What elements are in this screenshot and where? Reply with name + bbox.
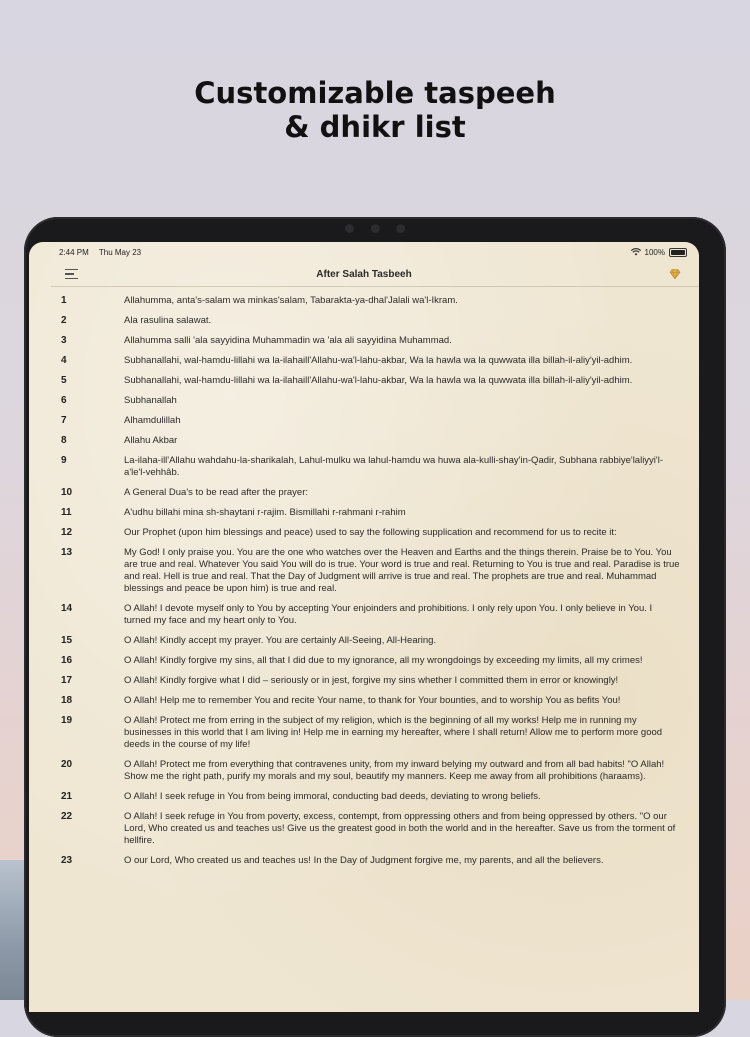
list-item[interactable] bbox=[29, 711, 689, 755]
item-text: O our Lord, Who created us and teaches us! In the Day of Judgment forgive me, my parents, and all the believers. bbox=[124, 855, 604, 866]
item-text: Allahumma, anta's-salam wa minkas'salam, Tabarakta-ya-dhal'Jalali wa'l-Ikram. bbox=[124, 295, 458, 306]
wifi-icon bbox=[631, 248, 641, 256]
item-number: 21 bbox=[61, 791, 73, 802]
item-text: O Allah! Kindly forgive my sins, all that I did due to my ignorance, all my wrongdoings by exceeding my limits, all my crimes! bbox=[124, 655, 643, 666]
item-number: 18 bbox=[61, 695, 73, 706]
item-number: 16 bbox=[61, 655, 73, 666]
item-text: O Allah! Protect me from everything that contravenes unity, from my inward belying my outward and from all bad habits! "O Allah! Show me the right path, purify my morals and my soul, beautify my manners. Keep me away from all prohibitions (haraams). bbox=[124, 759, 665, 782]
item-text: Allahu Akbar bbox=[124, 435, 178, 446]
page-title: After Salah Tasbeeh bbox=[316, 268, 412, 280]
list-item[interactable] bbox=[29, 651, 689, 671]
gem-icon[interactable] bbox=[669, 268, 681, 280]
item-number: 19 bbox=[61, 715, 73, 726]
item-number: 20 bbox=[61, 759, 73, 770]
sensor-icon bbox=[371, 224, 380, 233]
battery-percent: 100% bbox=[644, 247, 665, 257]
item-text: O Allah! I seek refuge in You from being immoral, conducting bad deeds, deviating to wrong beliefs. bbox=[124, 791, 541, 802]
item-number: 2 bbox=[61, 315, 67, 326]
list-item[interactable] bbox=[29, 451, 689, 483]
item-text: O Allah! Kindly accept my prayer. You are certainly All-Seeing, All-Hearing. bbox=[124, 635, 437, 646]
item-text: O Allah! I devote myself only to You by accepting Your enjoinders and prohibitions. I only rely upon You. I only believe in You. I turned my face and my heart only to You. bbox=[124, 603, 653, 626]
item-text: Ala rasulina salawat. bbox=[124, 315, 212, 326]
list-item[interactable] bbox=[29, 851, 689, 871]
list-item[interactable] bbox=[29, 807, 689, 851]
dhikr-list bbox=[29, 287, 699, 871]
item-number: 6 bbox=[61, 395, 67, 406]
item-number: 17 bbox=[61, 675, 73, 686]
list-item[interactable] bbox=[29, 411, 689, 431]
item-text: Subhanallah bbox=[124, 395, 177, 406]
status-time: 2:44 PM bbox=[59, 247, 89, 257]
item-number: 14 bbox=[61, 603, 73, 614]
list-item[interactable] bbox=[29, 311, 689, 331]
status-date: Thu May 23 bbox=[98, 247, 142, 257]
status-bar bbox=[29, 242, 699, 262]
item-text: O Allah! Kindly forgive what I did – seriously or in jest, forgive my sins whether I committed them in error or knowingly! bbox=[124, 675, 619, 686]
list-item[interactable] bbox=[29, 483, 689, 503]
status-left bbox=[59, 248, 149, 257]
status-right bbox=[631, 248, 687, 257]
item-text: A'udhu billahi mina sh-shaytani r-rajim. Bismillahi r-rahmani r-rahim bbox=[124, 507, 406, 518]
item-text: Our Prophet (upon him blessings and peace) used to say the following supplication and recommend for us to recite it: bbox=[124, 527, 617, 538]
app-screen bbox=[29, 242, 699, 1012]
nav-bar bbox=[29, 262, 699, 286]
list-item[interactable] bbox=[29, 391, 689, 411]
list-item[interactable] bbox=[29, 503, 689, 523]
item-text: O Allah! Protect me from erring in the subject of my religion, which is the beginning of all my works! Help me in running my businesses in this world that I am living in! Help me in earning my hereafter, where I shall return! Allow me to perform more good deeds in the course of my life! bbox=[124, 715, 663, 750]
list-item[interactable] bbox=[29, 631, 689, 651]
item-number: 8 bbox=[61, 435, 67, 446]
item-text: Subhanallahi, wal-hamdu-lillahi wa la-ilahaill'Allahu-wa'l-lahu-akbar, Wa la hawla wa la quwwata illa billah-il-aliy'yil-adhim. bbox=[124, 375, 633, 386]
list-item[interactable] bbox=[29, 691, 689, 711]
camera-housing bbox=[345, 224, 405, 233]
list-item[interactable] bbox=[29, 431, 689, 451]
list-item[interactable] bbox=[29, 523, 689, 543]
item-text: O Allah! I seek refuge in You from poverty, excess, contempt, from oppressing others and from being oppressed by others. "O our Lord, Who created us and teaches us! Give us the greatest good in both the world and in the hereafter. Save us from the torment of hellfire. bbox=[124, 811, 676, 846]
item-number: 5 bbox=[61, 375, 67, 386]
headline-line-2: & dhikr list bbox=[284, 110, 466, 144]
item-text: O Allah! Help me to remember You and recite Your name, to thank for Your bounties, and to worship You as befits You! bbox=[124, 695, 621, 706]
item-number: 22 bbox=[61, 811, 73, 822]
list-item[interactable] bbox=[29, 331, 689, 351]
list-item[interactable] bbox=[29, 599, 689, 631]
item-text: Allahumma salli 'ala sayyidina Muhammadin wa 'ala ali sayyidina Muhammad. bbox=[124, 335, 452, 346]
camera-lens-icon bbox=[345, 224, 354, 233]
item-text: My God! I only praise you. You are the one who watches over the Heaven and Earths and the things therein. Praise be to You. You are true and real. Whatever You said You will do is true. Your word is true and real. Returning to You is true and real. Paradise is true and real. Hell is true and real. That the Day of Judgment will arrive is true and real. The prophets are true and real. Muhammad blessings and peace be upon him) is true and real. bbox=[124, 547, 680, 594]
item-number: 1 bbox=[61, 295, 67, 306]
item-number: 13 bbox=[61, 547, 73, 558]
list-item[interactable] bbox=[29, 671, 689, 691]
item-number: 10 bbox=[61, 487, 73, 498]
list-item[interactable] bbox=[29, 755, 689, 787]
item-number: 4 bbox=[61, 355, 67, 366]
list-item[interactable] bbox=[29, 371, 689, 391]
battery-icon bbox=[669, 248, 687, 257]
item-number: 9 bbox=[61, 455, 67, 466]
list-item[interactable] bbox=[29, 543, 689, 599]
headline-line-1: Customizable taspeeh bbox=[194, 76, 556, 110]
item-text: Alhamdulillah bbox=[124, 415, 181, 426]
item-number: 11 bbox=[61, 507, 72, 518]
item-number: 23 bbox=[61, 855, 73, 866]
item-text: A General Dua's to be read after the prayer: bbox=[124, 487, 309, 498]
item-number: 7 bbox=[61, 415, 67, 426]
item-text: Subhanallahi, wal-hamdu-lillahi wa la-ilahaill'Allahu-wa'l-lahu-akbar, Wa la hawla wa la quwwata illa billah-il-aliy'yil-adhim. bbox=[124, 355, 633, 366]
hamburger-menu-icon[interactable] bbox=[65, 269, 78, 279]
item-number: 3 bbox=[61, 335, 67, 346]
sensor-icon bbox=[396, 224, 405, 233]
list-item[interactable] bbox=[29, 787, 689, 807]
item-text: La-ilaha-ill'Allahu wahdahu-la-sharikalah, Lahul-mulku wa lahul-hamdu wa huwa ala-kulli-shay'in-Qadir, Subhana rabbiye'laliyyi'l-a'le'l-vehhâb. bbox=[124, 455, 664, 478]
item-number: 15 bbox=[61, 635, 73, 646]
list-item[interactable] bbox=[29, 291, 689, 311]
list-item[interactable] bbox=[29, 351, 689, 371]
item-number: 12 bbox=[61, 527, 73, 538]
marketing-headline bbox=[0, 76, 750, 144]
